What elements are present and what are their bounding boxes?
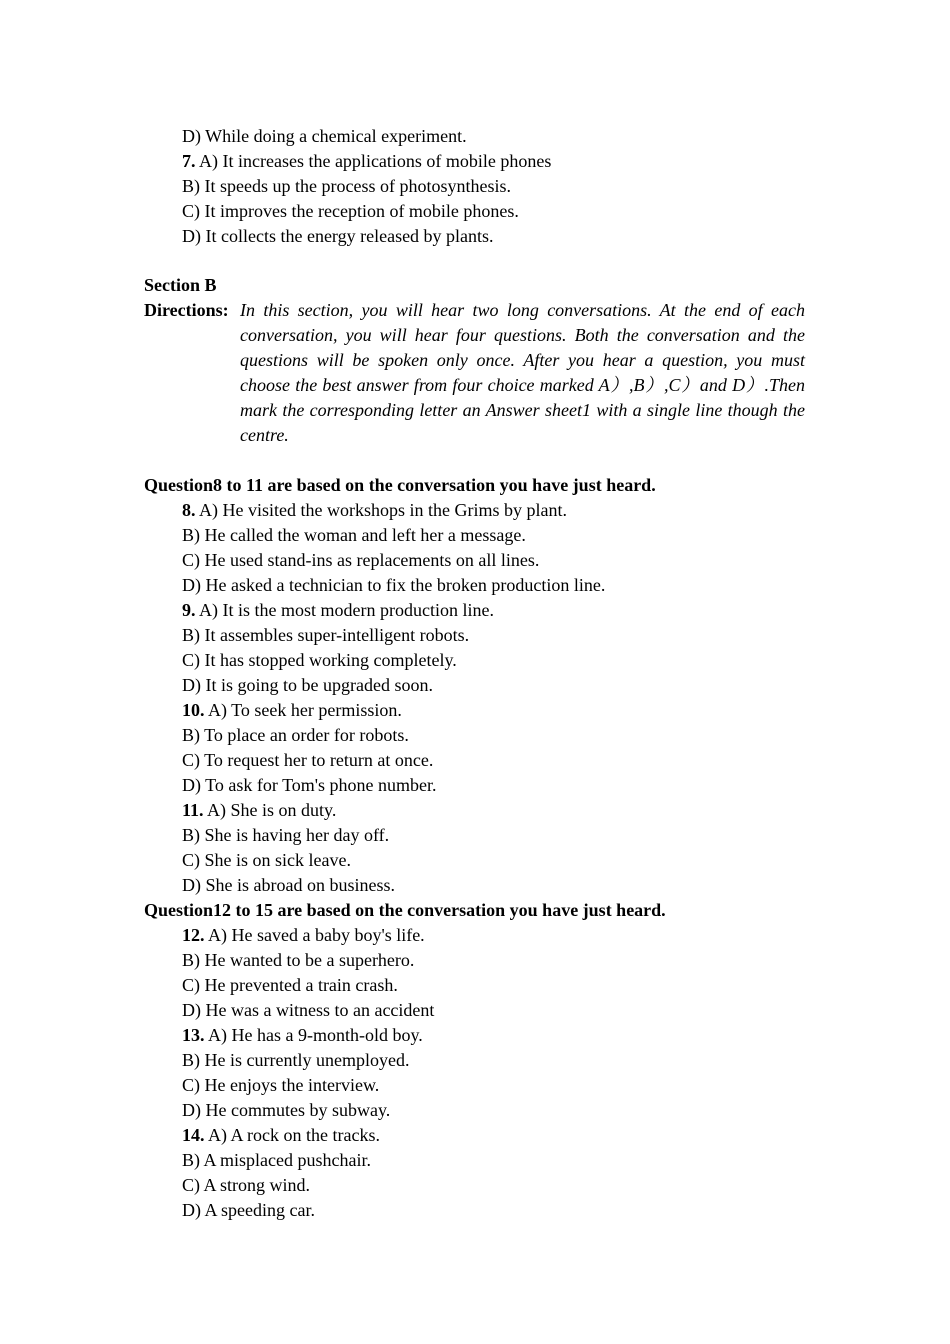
section-title: Section B — [144, 275, 217, 295]
option-line: C) He prevented a train crash. — [182, 975, 398, 995]
option-line: D) He was a witness to an accident — [182, 1000, 435, 1020]
option-line: D) He asked a technician to fix the broken production line. — [182, 575, 606, 595]
option-line: B) A misplaced pushchair. — [182, 1150, 371, 1170]
option-line: D) While doing a chemical experiment. — [182, 126, 467, 146]
option-line: C) To request her to return at once. — [182, 750, 434, 770]
question-number: 12. — [182, 925, 205, 945]
option-line: D) A speeding car. — [182, 1200, 315, 1220]
option-line: C) She is on sick leave. — [182, 850, 351, 870]
directions-text: In this section, you will hear two long conversations. At the end of each conversation, you will hear four questions. Both the conversation and the questions will be spoken only once. After you hear a question, you must choose the best answer from four choice marked A）,B）,C）and D）.Then mark the corresponding letter an Answer sheet1 with a single line though the centre. — [240, 300, 805, 445]
question-number: 9. — [182, 600, 196, 620]
option-line: C) He used stand-ins as replacements on all lines. — [182, 550, 540, 570]
option-line: B) It speeds up the process of photosynthesis. — [182, 176, 511, 196]
option-line: D) It is going to be upgraded soon. — [182, 675, 433, 695]
question-number: 8. — [182, 500, 196, 520]
option-line: C) A strong wind. — [182, 1175, 311, 1195]
option-line: B) It assembles super-intelligent robots. — [182, 625, 470, 645]
question-10-option-a: 10. A) To seek her permission. — [182, 700, 402, 720]
question-13-option-a: 13. A) He has a 9-month-old boy. — [182, 1025, 423, 1045]
option-line: B) He called the woman and left her a message. — [182, 525, 526, 545]
option-line: D) She is abroad on business. — [182, 875, 395, 895]
option-line: C) It improves the reception of mobile phones. — [182, 201, 519, 221]
question-number: 10. — [182, 700, 205, 720]
option-line: B) He wanted to be a superhero. — [182, 950, 415, 970]
question-11-option-a: 11. A) She is on duty. — [182, 800, 337, 820]
directions-label: Directions: — [144, 300, 229, 320]
group-heading: Question12 to 15 are based on the conversation you have just heard. — [144, 900, 666, 920]
question-number: 11. — [182, 800, 204, 820]
option-line: D) It collects the energy released by plants. — [182, 226, 494, 246]
option-line: B) To place an order for robots. — [182, 725, 409, 745]
option-line: D) He commutes by subway. — [182, 1100, 391, 1120]
option-line: D) To ask for Tom's phone number. — [182, 775, 437, 795]
option-line: B) She is having her day off. — [182, 825, 390, 845]
question-number: 7. — [182, 151, 196, 171]
option-line: C) It has stopped working completely. — [182, 650, 457, 670]
question-number: 14. — [182, 1125, 205, 1145]
group-heading: Question8 to 11 are based on the conversation you have just heard. — [144, 475, 656, 495]
question-8-option-a: 8. A) He visited the workshops in the Grims by plant. — [182, 500, 567, 520]
question-12-option-a: 12. A) He saved a baby boy's life. — [182, 925, 425, 945]
question-9-option-a: 9. A) It is the most modern production line. — [182, 600, 494, 620]
question-14-option-a: 14. A) A rock on the tracks. — [182, 1125, 380, 1145]
question-number: 13. — [182, 1025, 205, 1045]
option-line: B) He is currently unemployed. — [182, 1050, 410, 1070]
question-7-option-a: 7. A) It increases the applications of mobile phones — [182, 151, 552, 171]
option-line: C) He enjoys the interview. — [182, 1075, 380, 1095]
